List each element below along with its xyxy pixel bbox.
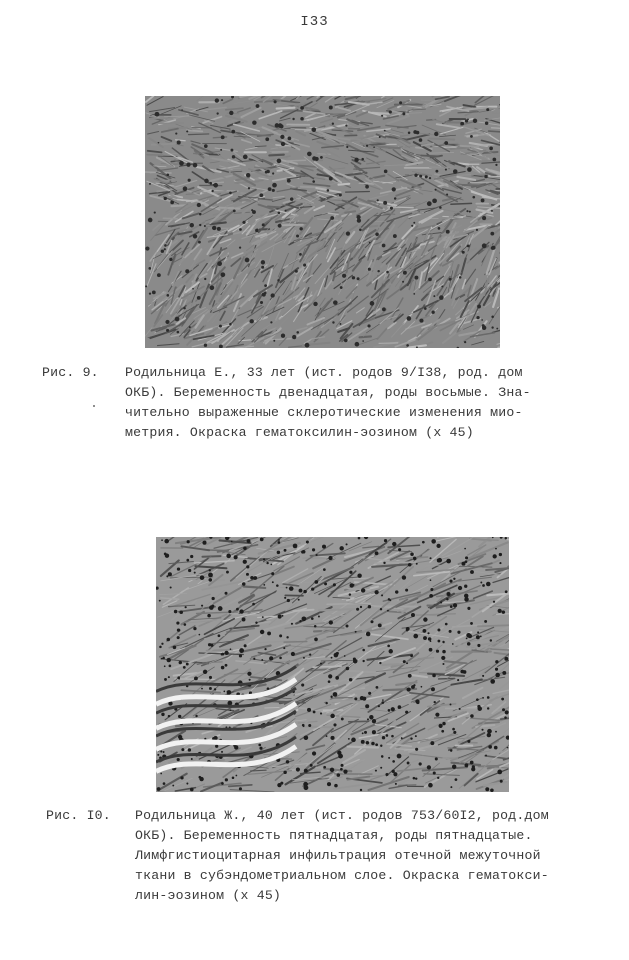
figure-10-label: Рис. I0. [46, 808, 111, 823]
stray-mark [93, 405, 95, 407]
caption-line: ОКБ). Беременность двенадцатая, роды восьмые. Зна- [125, 385, 531, 400]
micrograph-image-9 [145, 96, 500, 348]
caption-line: Лимфгистиоцитарная инфильтрация отечной межуточной [135, 848, 541, 863]
caption-line: метрия. Окраска гематоксилин-эозином (х 45) [125, 425, 474, 440]
micrograph-image-10 [156, 537, 509, 792]
micrograph-figure-9 [145, 96, 500, 348]
caption-line: лин-эозином (х 45) [135, 888, 282, 903]
caption-line: Родильница Е., 33 лет (ист. родов 9/I38, род. дом [125, 365, 523, 380]
caption-line: чительно выраженные склеротические изменения мио- [125, 405, 523, 420]
micrograph-figure-10 [156, 537, 509, 792]
figure-9-label: Рис. 9. [42, 365, 99, 380]
figure-10-caption-text [135, 806, 595, 906]
caption-line: ОКБ). Беременность пятнадцатая, роды пятнадцатые. [135, 828, 533, 843]
figure-9-caption-text [125, 363, 595, 443]
page-number: I33 [300, 14, 329, 30]
caption-line: Родильница Ж., 40 лет (ист. родов 753/60I2, род.дом [135, 808, 549, 823]
caption-line: ткани в субэндометриальном слое. Окраска гематокси- [135, 868, 549, 883]
